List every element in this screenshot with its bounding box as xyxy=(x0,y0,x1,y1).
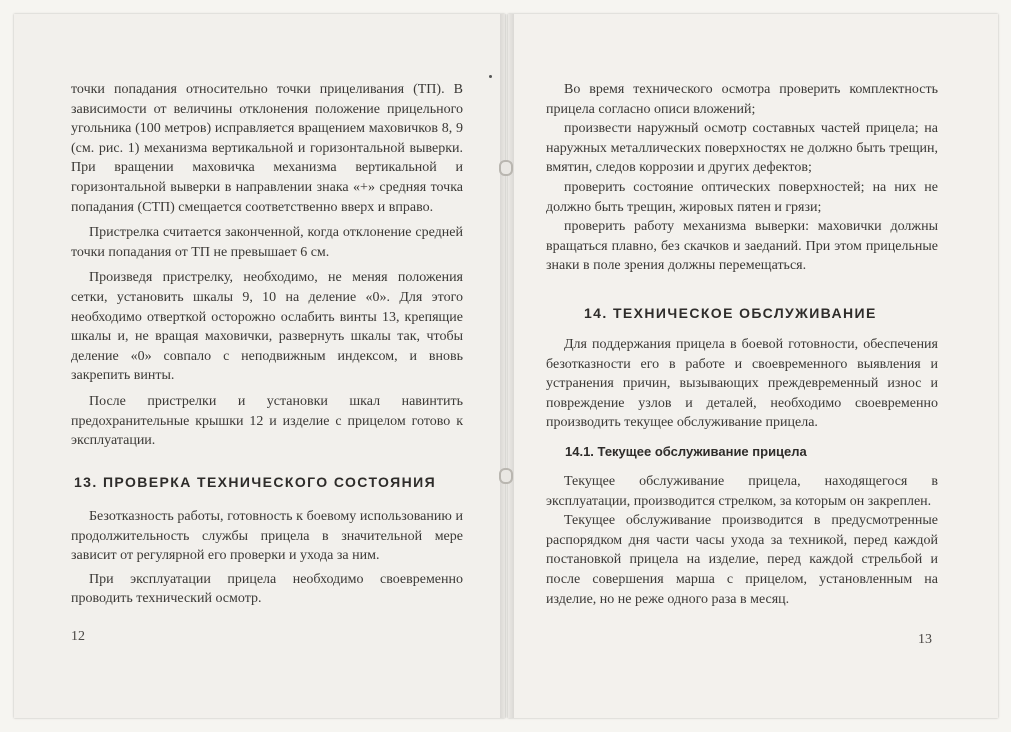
right-top-text xyxy=(546,80,938,276)
right-middle-text xyxy=(546,335,938,433)
left-paragraph-3: Произведя пристрелку, необходимо, не меняя положения сетки, установить шкалы 9, 10 на деление «0». Для этого необходимо отверткой осторожно ослабить винты 13, крепящие шкалы и, не вращая маховички, развернуть шкалы так, чтобы деление «0» совпало с неподвижным индексом, и вновь закрепить винты. xyxy=(71,270,463,384)
right-paragraph-3: проверить состояние оптических поверхностей; на них не должно быть трещин, жировых пятен и грязи; xyxy=(546,179,938,215)
right-paragraph-1: Во время технического осмотра проверить комплектность прицела согласно описи вложений; xyxy=(546,82,938,117)
right-paragraph-5: Для поддержания прицела в боевой готовности, обеспечения безотказности его в работе и своевременного выявления и устранения причин, вызывающих преждевременный износ и повреждение узлов и деталей, необходимо своевременно производить текущее обслуживание прицела. xyxy=(546,337,938,431)
left-paragraph-1: точки попадания относительно точки прицеливания (ТП). В зависимости от величины отклонения положение прицельного угольника (100 метров) исправляется вращением маховичков 8, 9 (см. рис. 1) механизма вертикальной и горизонтальной выверки. При вращении маховичка механизма вертикальной и горизонтальной выверки в направлении знака «+» средняя точка попадания (СТП) смещается соответственно вверх и вправо. xyxy=(71,82,463,215)
page-number-right: 13 xyxy=(918,632,932,647)
right-paragraph-4: проверить работу механизма выверки: маховички должны вращаться плавно, без скачков и заеданий. При этом прицельные знаки в поле зрения должны перемещаться. xyxy=(546,219,938,274)
right-paragraph-6: Текущее обслуживание прицела, находящегося в эксплуатации, производится стрелком, за которым он закреплен. xyxy=(546,474,938,509)
page-number-left: 12 xyxy=(71,629,85,644)
left-paragraph-2: Пристрелка считается законченной, когда отклонение средней точки попадания от ТП не превышает 6 см. xyxy=(71,225,463,260)
left-paragraph-6: При эксплуатации прицела необходимо своевременно проводить технический осмотр. xyxy=(71,571,463,607)
right-bottom-text xyxy=(546,472,938,609)
subsection-heading-14-1: 14.1. Текущее обслуживание прицела xyxy=(565,444,807,459)
left-paragraph-4: После пристрелки и установки шкал навинтить предохранительные крышки 12 и изделие с прицелом готово к эксплуатации. xyxy=(71,393,463,449)
binding-staple-bottom xyxy=(499,468,513,484)
print-speck xyxy=(489,75,492,78)
right-paragraph-2: произвести наружный осмотр составных частей прицела; на наружных металлических поверхностях не должно быть трещин, вмятин, следов коррозии и других дефектов; xyxy=(546,121,938,176)
left-paragraph-5: Безотказность работы, готовность к боевому использованию и продолжительность службы прицела в значительной мере зависит от регулярной его проверки и ухода за ним. xyxy=(71,509,463,564)
section-heading-14: 14. ТЕХНИЧЕСКОЕ ОБСЛУЖИВАНИЕ xyxy=(584,305,877,321)
book-gutter xyxy=(500,14,514,718)
left-top-text xyxy=(71,80,463,451)
binding-staple-top xyxy=(499,160,513,176)
section-heading-13: 13. ПРОВЕРКА ТЕХНИЧЕСКОГО СОСТОЯНИЯ xyxy=(74,474,437,490)
left-bottom-text xyxy=(71,507,463,609)
right-paragraph-7: Текущее обслуживание производится в предусмотренные распорядком дня части часы ухода за техникой, перед каждой постановкой прицела на изделие, перед каждой стрельбой и после совершения марша с прицелом, установленным на изделие, но не реже одного раза в месяц. xyxy=(546,513,938,607)
